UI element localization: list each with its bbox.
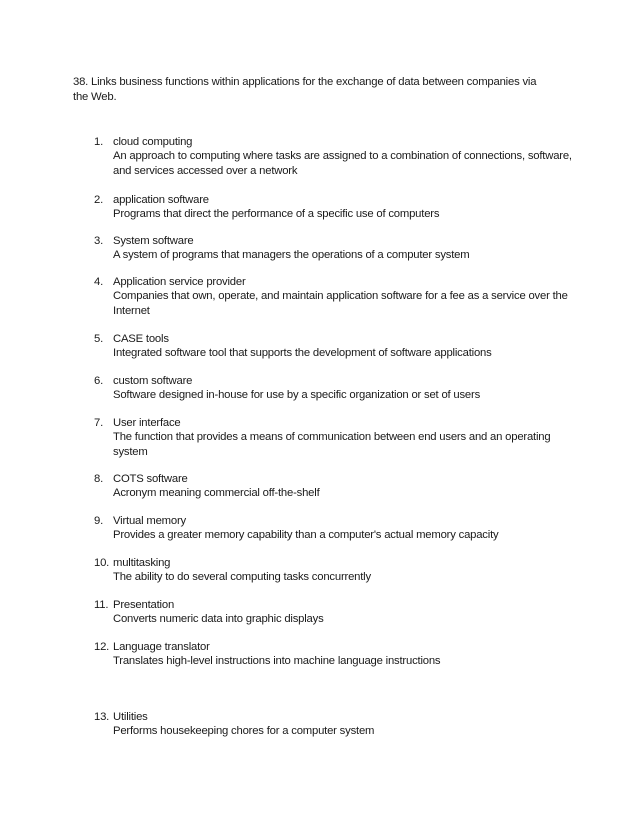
item-term: multitasking bbox=[113, 557, 171, 569]
item-number: 1. bbox=[94, 136, 104, 148]
item-definition: Acronym meaning commercial off-the-shelf bbox=[113, 487, 320, 500]
list-item bbox=[94, 598, 574, 627]
item-term: Utilities bbox=[113, 711, 148, 723]
item-term: Language translator bbox=[113, 641, 210, 653]
list-item bbox=[94, 514, 574, 543]
list-item bbox=[94, 332, 574, 361]
item-term: custom software bbox=[113, 375, 193, 387]
item-term: Virtual memory bbox=[113, 515, 186, 527]
list-item bbox=[94, 556, 574, 585]
list-item bbox=[94, 416, 574, 459]
item-term: System software bbox=[113, 235, 194, 247]
item-number: 4. bbox=[94, 276, 104, 288]
item-number: 12. bbox=[94, 641, 110, 653]
item-number: 5. bbox=[94, 333, 104, 345]
item-term: cloud computing bbox=[113, 136, 193, 148]
item-definition: The function that provides a means of communication between end users and an operating system bbox=[113, 431, 551, 458]
item-number: 9. bbox=[94, 515, 104, 527]
list-item bbox=[94, 193, 574, 222]
list-item bbox=[94, 374, 574, 403]
list-item bbox=[94, 710, 574, 739]
list-item bbox=[94, 472, 574, 501]
item-definition: Performs housekeeping chores for a computer system bbox=[113, 725, 375, 738]
item-term: Presentation bbox=[113, 599, 175, 611]
item-term: COTS software bbox=[113, 473, 188, 485]
item-definition: Software designed in-house for use by a specific organization or set of users bbox=[113, 389, 481, 402]
list-item bbox=[94, 640, 574, 669]
item-number: 8. bbox=[94, 473, 104, 485]
item-term: Application service provider bbox=[113, 276, 246, 288]
item-number: 13. bbox=[94, 711, 110, 723]
item-definition: Integrated software tool that supports the development of software applications bbox=[113, 347, 492, 360]
item-definition: Provides a greater memory capability than a computer's actual memory capacity bbox=[113, 529, 499, 542]
item-number: 11. bbox=[94, 599, 109, 611]
item-definition: The ability to do several computing tasks concurrently bbox=[113, 571, 371, 584]
item-number: 7. bbox=[94, 417, 104, 429]
item-definition: Companies that own, operate, and maintain application software for a fee as a service over the Internet bbox=[113, 290, 568, 317]
item-number: 2. bbox=[94, 194, 104, 206]
item-definition: Converts numeric data into graphic displays bbox=[113, 613, 324, 626]
list-item bbox=[94, 275, 574, 318]
item-term: User interface bbox=[113, 417, 181, 429]
item-term: CASE tools bbox=[113, 333, 169, 345]
item-term: application software bbox=[113, 194, 209, 206]
item-number: 10. bbox=[94, 557, 110, 569]
item-number: 3. bbox=[94, 235, 104, 247]
item-definition: Programs that direct the performance of a specific use of computers bbox=[113, 208, 440, 221]
question-38: 38. Links business functions within applications for the exchange of data between companies via the Web. bbox=[73, 76, 537, 103]
list-item bbox=[94, 135, 574, 178]
item-number: 6. bbox=[94, 375, 104, 387]
item-definition: Translates high-level instructions into machine language instructions bbox=[113, 655, 441, 668]
item-definition: A system of programs that managers the operations of a computer system bbox=[113, 249, 470, 262]
list-item bbox=[94, 234, 574, 263]
item-definition: An approach to computing where tasks are assigned to a combination of connections, software, and services accessed over a network bbox=[113, 150, 572, 177]
